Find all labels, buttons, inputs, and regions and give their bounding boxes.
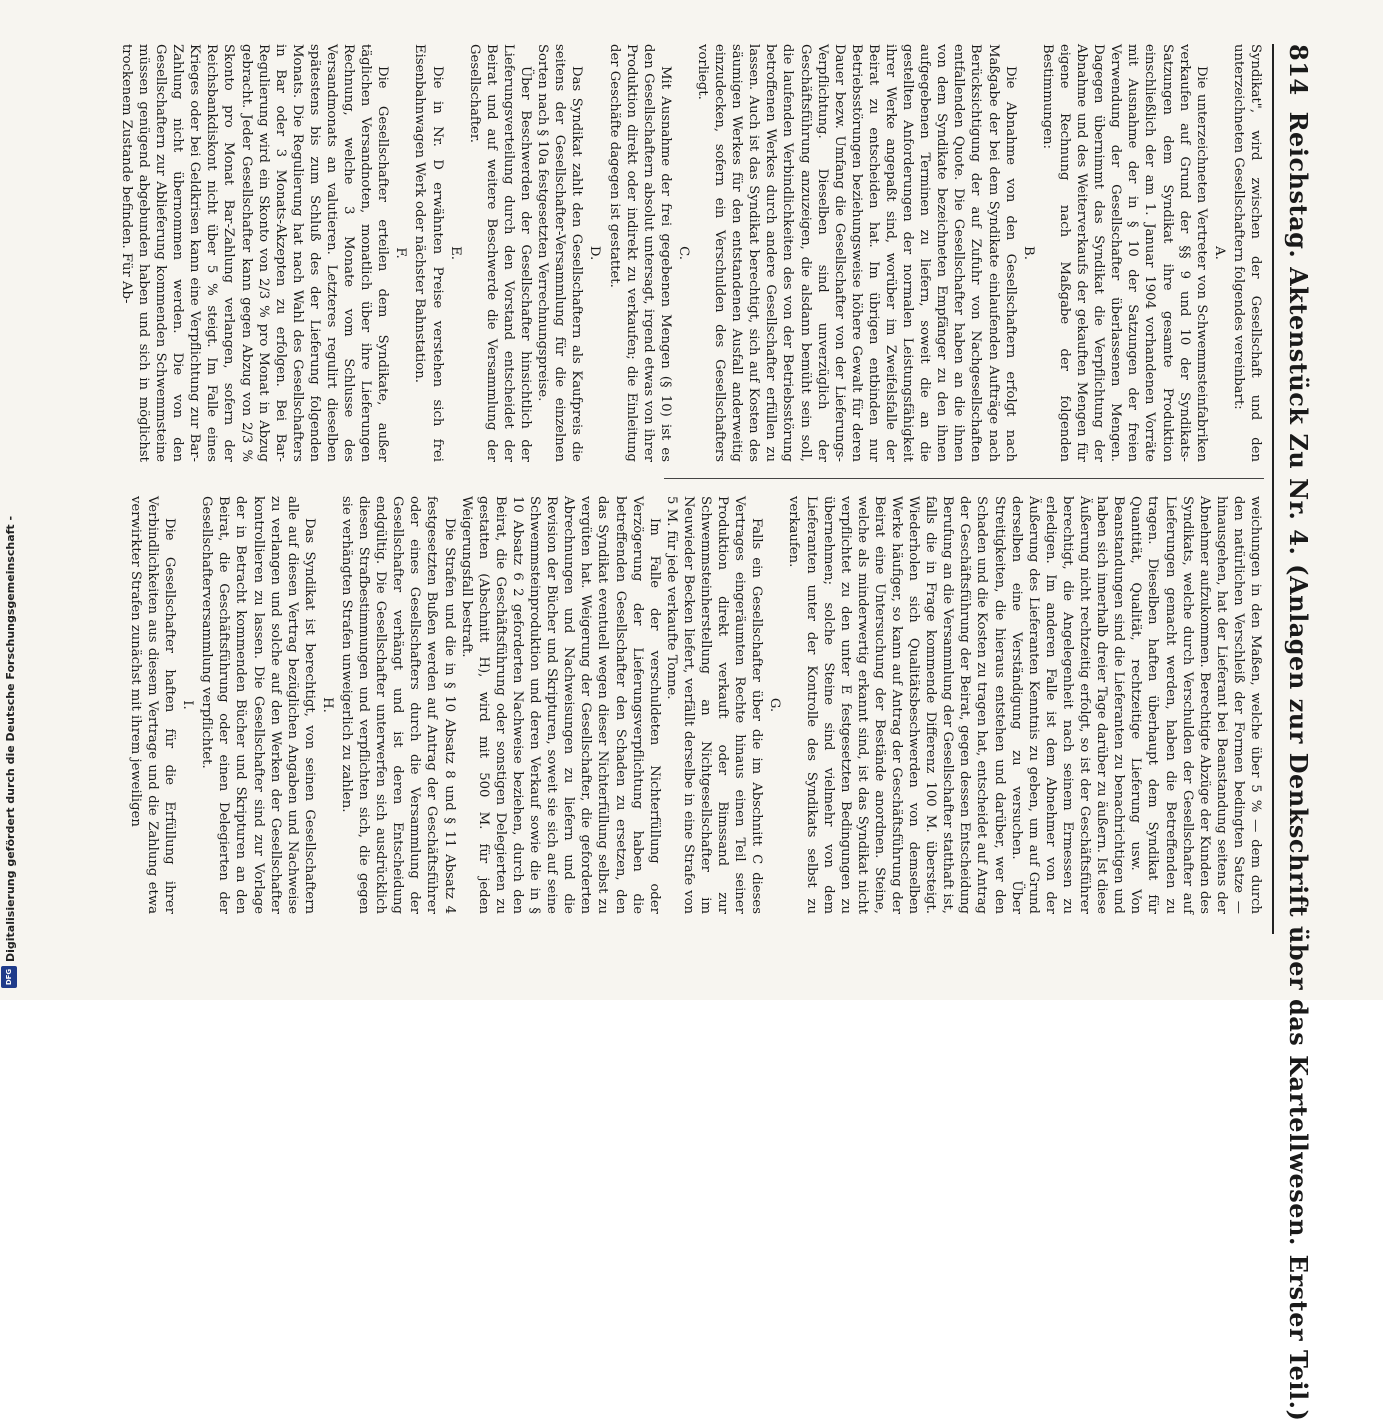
running-title: Reichstag. Aktenstück Zu Nr. 4. (Anlagen zur Denkschrift über das Kartellwesen. Erster Teil.) — [1284, 111, 1313, 1421]
paragraph-f: Die Gesellschafter erteilen dem Syndikate, außer täglichen Versandnoten, monatlich über ihre Lieferungen Rechnung, welche 3 Monate vom Schlusse des Versandmonats an valutieren. Letzteres regulirt dieselben spätestens bis zum Schluß des der Lieferung folgenden Monats. Die Regulierung hat nach Wahl des Gesellschafters in Bar oder 3 Monats-Akzepten zu erfolgen. Bei Bar-Regulierung wird ein Skonto von 2/3 % pro Monat in Abzug gebracht. Jeder Gesellschafter kann gegen Abzug von 2/3 % Skonto pro Monat Bar-Zahlung verlangen, sofern der Reichsbankdiskont nicht über 5 % steigt. Im Falle eines Krieges oder bei Geldkrisen kann eine Verpflichtung zur Bar-Zahlung nicht übernommen werden. Die von den Gesellschaftern zur Ablieferung kommenden Schwemmsteine müssen genügend abgebunden haben und sich in möglichst trockenem Zustande befinden. Für Ab- — [118, 44, 391, 462]
section-heading-e: E. — [447, 246, 463, 260]
intro-paragraph: Syndikat", wird zwischen der Gesellschaft und den unterzeichneten Gesellschaftern folgendes vereinbart: — [1230, 44, 1263, 462]
paragraph-f-continued: weichungen in den Maßen, welche über 5 % — dem durch den natürlichen Verschleiß der Formen bedingten Satze — hinausgehen, hat der Lieferant bei Beanstandung seitens der Abnehmer aufzukommen. Berechtigte Abzüge der Kunden des Syndikats, welche durch Verschulden der Gesellschafter auf Lieferungen gemacht werden, haben die Betreffenden zu tragen. Dieselben haften überhaupt dem Syndikat für Quantität, Qualität, rechtzeitige Lieferung usw. Von Beanstandungen sind die Lieferanten zu benachrichtigen und haben sich innerhalb dreier Tage darüber zu äußern. Ist diese Äußerung nicht rechtzeitig erfolgt, so ist der Geschäftsführer berechtigt, die Angelegenheit nach seinem Ermessen zu erledigen. Im anderen Falle ist dem Abnehmer von der Äußerung des Lieferanten Kenntnis zu geben, um auf Grund derselben eine Verständigung zu versuchen. Über Streitigkeiten, die hieraus entstehen und darüber, wer den Schaden und die Kosten zu tragen hat, entscheidet auf Antrag der Geschäftsführung der Beirat, gegen dessen Entscheidung Berufung an die Versammlung der Gesellschafter statthaft ist, falls die in Frage kommende Differenz 100 M. übersteigt. Wiederholen sich Qualitätsbeschwerden von demselben Werke häufiger, so kann auf Antrag der Geschäftsführung der Beirat eine Untersuchung der Bestände anordnen. Steine, welche als minderwertig erkannt sind, ist das Syndikat nicht verpflichtet zu den unter E festgesetzten Bedingungen zu übernehmen; solche Steine sind vielmehr von dem Lieferanten unter der Kontrolle des Syndikats selbst zu verkaufen. — [786, 496, 1263, 914]
right-column — [127, 496, 1264, 914]
section-heading-f: F. — [393, 247, 409, 259]
paragraph-g3: Die Strafen und die in § 10 Absatz 8 und § 11 Absatz 4 festgesetzten Bußen werden auf Antrag der Geschäftsführer oder eines Gesellschafters durch die Versammlung der Gesellschafter verhängt und ist deren Entscheidung endgültig. Die Gesellschafter unterwerfen sich ausdrücklich diesen Strafbestimmungen und verpflichten sich, die gegen sie verhängten Strafen unweigerlich zu zahlen. — [339, 496, 457, 914]
paragraph-a: Die unterzeichneten Vertreter von Schwemmsteinfabriken verkaufen auf Grund der §§ 9 und 10 der Syndikats-Satzungen dem Syndikat ihre gesamte Produktion einschließlich der am 1. Januar 1904 vorhandenen Vorräte mit Ausnahme der in § 10 der Satzungen der freien Verwendung der Gesellschafter überlassenen Mengen. Dagegen übernimmt das Syndikat die Verpflichtung der Abnahme und des Weiterverkaufs der gekauften Mengen für eigene Rechnung nach Maßgabe der folgenden Bestimmungen: — [1039, 44, 1209, 462]
dfg-logo — [1, 966, 17, 988]
section-heading-h: H. — [319, 697, 335, 713]
rotated-page-content — [78, 44, 1318, 1421]
paragraph-b: Die Abnahme von den Gesellschaftern erfolgt nach Maßgabe der bei dem Syndikate einlaufenden Aufträge nach Berücksichtigung der auf Zufuhr von Nachgesellschaften entfallenden Quote. Die Gesellschafter haben an die ihnen von dem Syndikate bezeichneten Empfänger zu den ihnen aufgegebenen Terminen zu liefern, soweit die an die gestellten Anforderungen der normalen Leistungsfähigkeit ihrer Werke angepaßt sind, worüber im Zweifelsfalle der Beirat zu entscheiden hat. Im übrigen entbinden nur Betriebsstörungen beziehungsweise höhere Gewalt für deren Dauer bezw. Umfang die Gesellschafter von der Lieferungs-Verpflichtung. Dieselben sind unverzüglich der Geschäftsführung anzuzeigen, die alsdann bemüht sein soll, die laufenden Verbindlichkeiten des von der Betriebsstörung betroffenen Werkes durch andere Gesellschafter erfüllen zu lassen. Auch ist das Syndikat berechtigt, sich auf Kosten des säumigen Werkes für den entstandenen Ausfall anderweitig einzudecken, sofern ein Verschulden des Gesellschafters vorliegt. — [695, 44, 1018, 462]
section-heading-d: D. — [587, 245, 603, 261]
paragraph-e: Die in Nr. D erwähnten Preise verstehen sich frei Eisenbahnwagen Werk oder nächster Bahnstation. — [412, 44, 445, 462]
dfg-logo-text: DFG — [5, 968, 13, 986]
paragraph-c: Mit Ausnahme der frei gegebenen Mengen (§ 10) ist es den Gesellschaftern absolut untersagt, irgend etwas von ihrer Produktion direkt oder indirekt zu verkaufen; die Einleitung der Geschäfte dagegen ist gestattet. — [606, 44, 673, 462]
section-heading-b: B. — [1020, 246, 1036, 260]
paragraph-i: Die Gesellschafter haften für die Erfüllung ihrer Verbindlichkeiten aus diesem Vertrage und die Zahlung etwa verwirkter Strafen zunächst mit ihrem jeweiligen — [127, 496, 178, 914]
column-divider — [664, 478, 1264, 479]
paragraph-g2: Im Falle der verschuldeten Nichterfüllung oder Verzögerung der Lieferungsverpflichtung haben die betreffenden Gesellschafter den Schaden zu ersetzen, den das Syndikat eventuell wegen dieser Nichterfüllung selbst zu vergüten hat. Weigerung der Gesellschafter, die geforderten Abrechnungen und Nachweisungen zu liefern und die Revision der Bücher und Skripturen, soweit sie sich auf seine Schwemmsteinproduktion und deren Verkauf sowie die in § 10 Absatz 6 2 geforderten Nachweise beziehen, durch den Beirat, die Geschäftsführung oder sonstigen Delegierten zu gestatten (Abschnitt H), wird mit 500 M. für jeden Weigerungsfall bestraft. — [458, 496, 662, 914]
section-heading-g: G. — [767, 697, 783, 713]
section-heading-a: A. — [1211, 246, 1227, 260]
left-column — [118, 44, 1264, 462]
section-heading-c: C. — [675, 246, 691, 260]
paragraph-g1: Falls ein Gesellschafter über die im Abschnitt C dieses Vertrages eingeräumten Rechte hinaus einen Teil seiner Produktion direkt verkauft oder Bimssand zur Schwemmsteinherstellung an Nichtgesellschafter im Neuwieder Becken liefert, verfällt derselbe in eine Strafe von 5 M. für jede verkaufte Tonne. — [663, 496, 765, 914]
page-number: 814 — [1284, 44, 1313, 96]
paragraph-d1: Das Syndikat zahlt den Gesellschaftern als Kaufpreis die seitens der Gesellschafter-Versammlung für die einzelnen Sorten nach § 10a festgesetzten Verrechnungspreise. — [535, 44, 585, 462]
paragraph-d2: Über Beschwerden der Gesellschafter hinsichtlich der Lieferungsverteilung durch den Vorstand entscheidet der Beirat und auf weitere Beschwerde die Versammlung der Gesellschafter. — [466, 44, 534, 462]
paragraph-h: Das Syndikat ist berechtigt, von seinen Gesellschaftern alle auf diesen Vertrag bezüglichen Angaben und Nachweise zu verlangen und solche auf den Werken der Gesellschafter kontrollieren zu lassen. Die Gesellschafter sind zur Vorlage der in Betracht kommenden Bücher und Skripturen an den Beirat, die Geschäftsführung oder einen Delegierten der Gesellschafterversammlung verpflichtet. — [199, 496, 317, 914]
page-header — [1278, 44, 1318, 1421]
header-rule — [1272, 44, 1274, 934]
section-heading-i: I. — [180, 700, 196, 710]
digitization-credit: Digitalisierung gefördert durch die Deutsche Forschungsgemeinschaft - — [4, 515, 17, 962]
